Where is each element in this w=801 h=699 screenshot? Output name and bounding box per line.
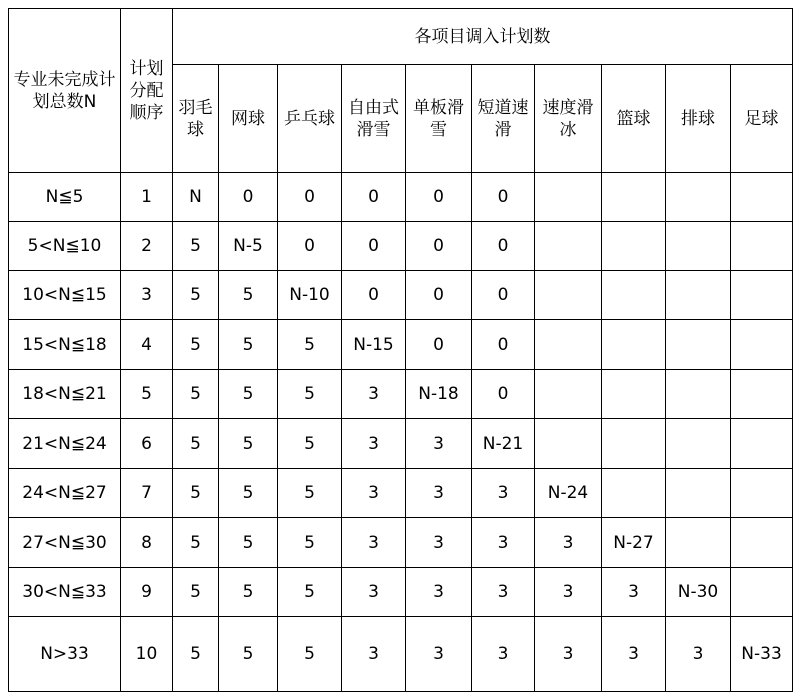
value-cell: 0	[406, 320, 472, 370]
range-cell: N≦5	[9, 173, 121, 222]
range-cell: 27<N≦30	[9, 518, 121, 568]
value-cell: 3	[406, 568, 472, 617]
header-sport: 网球	[219, 65, 278, 173]
value-cell	[535, 370, 602, 419]
range-cell: 15<N≦18	[9, 320, 121, 370]
value-cell: 3	[342, 568, 406, 617]
value-cell: 0	[472, 370, 535, 419]
order-cell: 9	[121, 568, 173, 617]
value-cell: 0	[278, 222, 342, 271]
range-cell: 24<N≦27	[9, 469, 121, 518]
value-cell	[731, 173, 793, 222]
value-cell: 0	[219, 173, 278, 222]
order-cell: 1	[121, 173, 173, 222]
value-cell: 3	[602, 568, 666, 617]
value-cell	[602, 320, 666, 370]
value-cell: N-30	[666, 568, 731, 617]
value-cell: 3	[342, 469, 406, 518]
value-cell: 5	[219, 518, 278, 568]
value-cell: 5	[219, 320, 278, 370]
value-cell: 5	[173, 568, 219, 617]
header-allocation-order: 计划分配顺序	[121, 9, 173, 173]
table-row	[9, 617, 793, 692]
value-cell: 5	[278, 518, 342, 568]
range-cell: 18<N≦21	[9, 370, 121, 419]
value-cell: 5	[173, 271, 219, 320]
value-cell: 0	[406, 173, 472, 222]
header-sport: 篮球	[602, 65, 666, 173]
value-cell: 5	[173, 617, 219, 692]
value-cell	[535, 173, 602, 222]
table-row	[9, 469, 793, 518]
value-cell: 3	[342, 518, 406, 568]
table-row	[9, 222, 793, 271]
value-cell: N-21	[472, 419, 535, 469]
table-row	[9, 320, 793, 370]
value-cell: 3	[406, 518, 472, 568]
value-cell: 5	[219, 617, 278, 692]
value-cell: 3	[472, 469, 535, 518]
value-cell: 3	[472, 518, 535, 568]
value-cell	[535, 271, 602, 320]
value-cell	[731, 518, 793, 568]
range-cell: N>33	[9, 617, 121, 692]
value-cell: 3	[535, 568, 602, 617]
order-cell: 7	[121, 469, 173, 518]
value-cell	[666, 518, 731, 568]
range-cell: 5<N≦10	[9, 222, 121, 271]
order-cell: 4	[121, 320, 173, 370]
value-cell: 0	[406, 271, 472, 320]
value-cell: 0	[472, 222, 535, 271]
value-cell: 5	[173, 469, 219, 518]
value-cell: 5	[173, 222, 219, 271]
value-cell: 5	[173, 419, 219, 469]
value-cell: 3	[535, 518, 602, 568]
value-cell: N-33	[731, 617, 793, 692]
value-cell	[535, 320, 602, 370]
value-cell	[731, 370, 793, 419]
value-cell	[666, 173, 731, 222]
value-cell	[731, 419, 793, 469]
value-cell: 3	[472, 568, 535, 617]
value-cell: 3	[406, 419, 472, 469]
table-row	[9, 568, 793, 617]
value-cell: 3	[535, 617, 602, 692]
value-cell: 3	[472, 617, 535, 692]
value-cell	[666, 222, 731, 271]
value-cell	[535, 222, 602, 271]
range-cell: 21<N≦24	[9, 419, 121, 469]
value-cell: 3	[602, 617, 666, 692]
header-sport: 单板滑雪	[406, 65, 472, 173]
value-cell	[602, 271, 666, 320]
header-sport: 乒乓球	[278, 65, 342, 173]
value-cell	[731, 568, 793, 617]
value-cell: 3	[406, 617, 472, 692]
value-cell	[731, 222, 793, 271]
value-cell: 5	[278, 370, 342, 419]
value-cell	[666, 469, 731, 518]
value-cell: N-5	[219, 222, 278, 271]
value-cell: N-27	[602, 518, 666, 568]
table-row	[9, 518, 793, 568]
header-sport: 排球	[666, 65, 731, 173]
table-row	[9, 419, 793, 469]
value-cell: 0	[406, 222, 472, 271]
value-cell	[602, 173, 666, 222]
order-cell: 2	[121, 222, 173, 271]
value-cell: 0	[472, 271, 535, 320]
value-cell: 3	[342, 419, 406, 469]
value-cell	[731, 271, 793, 320]
value-cell: N-24	[535, 469, 602, 518]
header-total-count: 专业未完成计划总数N	[9, 9, 121, 173]
value-cell	[731, 320, 793, 370]
value-cell	[602, 419, 666, 469]
value-cell: N-15	[342, 320, 406, 370]
order-cell: 3	[121, 271, 173, 320]
header-sport: 足球	[731, 65, 793, 173]
order-cell: 8	[121, 518, 173, 568]
value-cell: 5	[219, 568, 278, 617]
order-cell: 6	[121, 419, 173, 469]
range-cell: 10<N≦15	[9, 271, 121, 320]
value-cell	[666, 419, 731, 469]
value-cell	[602, 222, 666, 271]
value-cell: 5	[173, 370, 219, 419]
value-cell: 3	[666, 617, 731, 692]
value-cell: 5	[278, 617, 342, 692]
value-cell: 5	[278, 568, 342, 617]
value-cell: 5	[278, 320, 342, 370]
value-cell: 5	[219, 370, 278, 419]
header-sport: 自由式滑雪	[342, 65, 406, 173]
value-cell: 5	[278, 469, 342, 518]
value-cell: 0	[472, 173, 535, 222]
order-cell: 5	[121, 370, 173, 419]
value-cell	[731, 469, 793, 518]
value-cell	[666, 271, 731, 320]
value-cell	[666, 370, 731, 419]
table-row	[9, 370, 793, 419]
value-cell: 5	[219, 271, 278, 320]
value-cell: 5	[173, 518, 219, 568]
allocation-table	[8, 8, 793, 692]
value-cell	[602, 370, 666, 419]
value-cell: 5	[219, 469, 278, 518]
value-cell: 0	[472, 320, 535, 370]
value-cell: 0	[342, 271, 406, 320]
value-cell: N-18	[406, 370, 472, 419]
value-cell: 5	[278, 419, 342, 469]
value-cell	[535, 419, 602, 469]
value-cell: 0	[278, 173, 342, 222]
header-sport: 速度滑冰	[535, 65, 602, 173]
value-cell: N-10	[278, 271, 342, 320]
value-cell: 0	[342, 222, 406, 271]
table-row	[9, 271, 793, 320]
value-cell: N	[173, 173, 219, 222]
value-cell: 5	[173, 320, 219, 370]
range-cell: 30<N≦33	[9, 568, 121, 617]
value-cell: 3	[342, 370, 406, 419]
value-cell	[602, 469, 666, 518]
value-cell: 3	[406, 469, 472, 518]
value-cell	[666, 320, 731, 370]
order-cell: 10	[121, 617, 173, 692]
value-cell: 0	[342, 173, 406, 222]
header-sport: 短道速滑	[472, 65, 535, 173]
value-cell: 3	[342, 617, 406, 692]
value-cell: 5	[219, 419, 278, 469]
header-group-title: 各项目调入计划数	[173, 9, 793, 65]
table-row	[9, 173, 793, 222]
header-sport: 羽毛球	[173, 65, 219, 173]
